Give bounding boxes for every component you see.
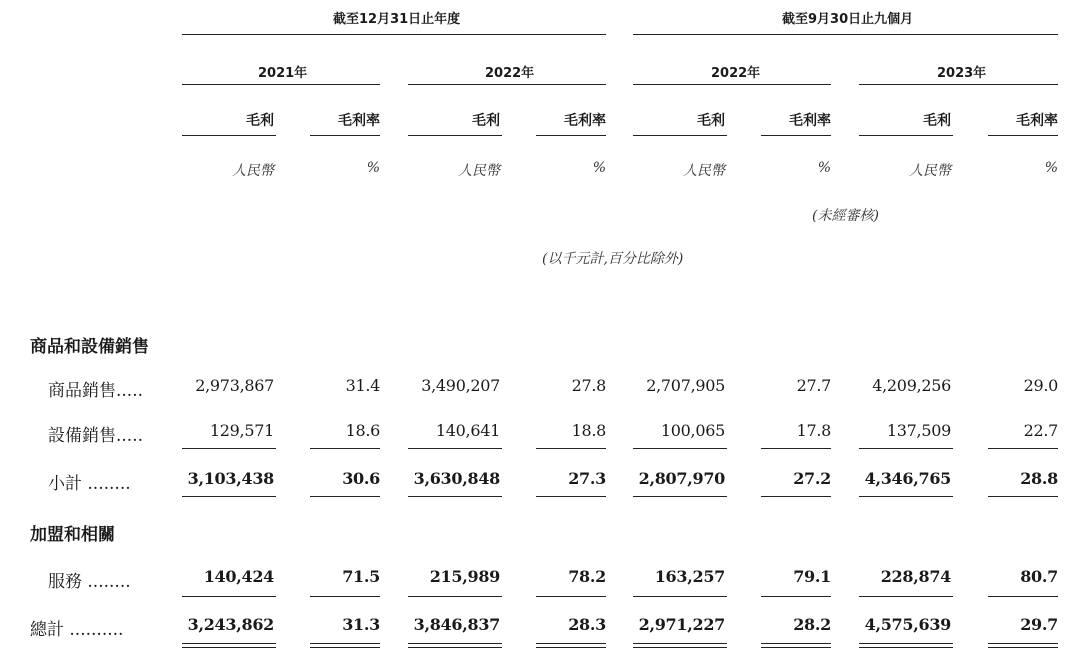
table-cell: 3,103,438 [187,469,274,488]
table-cell: 2,971,227 [638,615,725,634]
row-label-goods-sales: 商品銷售..... [48,381,144,401]
period-fy-rule [182,34,606,35]
unit-pct-3: % [817,160,831,176]
total-rule-3b [761,596,831,597]
table-cell: 27.8 [571,376,606,395]
table-cell: 18.6 [345,421,380,440]
table-cell: 4,575,639 [864,615,951,634]
subtotal-rule-3b [761,448,831,449]
table-cell: 29.7 [1020,615,1058,634]
total-rule-1a [182,596,276,597]
table-cell: 31.3 [342,615,380,634]
table-cell: 4,209,256 [872,376,951,395]
table-cell: 215,989 [429,567,500,586]
col-rule-2b [536,135,606,136]
table-cell: 2,807,970 [638,469,725,488]
subtotal-bottom-rule-1b [310,496,380,497]
total-double-rule-1a [182,643,276,648]
unit-rmb-2: 人民幣 [458,163,500,179]
total-rule-2b [536,596,606,597]
period-9m-header: 截至9月30日止九個月 [782,12,914,27]
table-cell: 3,243,862 [187,615,274,634]
col-gross-margin-2: 毛利率 [564,113,606,129]
row-label-services: 服務 ........ [48,572,131,592]
total-double-rule-2a [408,643,502,648]
row-label-equipment-sales: 設備銷售..... [48,426,144,446]
total-double-rule-4b [988,643,1058,648]
table-cell: 140,424 [203,567,274,586]
col-gross-margin-3: 毛利率 [789,113,831,129]
row-label-total: 總計 .......... [30,620,124,640]
table-cell: 129,571 [209,421,274,440]
col-gross-profit-3: 毛利 [697,113,725,129]
table-cell: 22.7 [1023,421,1058,440]
table-cell: 27.3 [568,469,606,488]
table-cell: 3,846,837 [413,615,500,634]
total-double-rule-4a [859,643,953,648]
year-rule-2021 [182,84,380,85]
subtotal-bottom-rule-2b [536,496,606,497]
table-cell: 30.6 [342,469,380,488]
year-2023-9m: 2023年 [937,66,987,81]
period-fy-header: 截至12月31日止年度 [333,12,461,27]
year-rule-2023-9m [859,84,1058,85]
table-cell: 79.1 [793,567,831,586]
col-rule-4a [859,135,953,136]
total-rule-1b [310,596,380,597]
table-cell: 71.5 [342,567,380,586]
subtotal-rule-4a [859,448,953,449]
year-rule-2022-9m [633,84,831,85]
col-gross-profit-4: 毛利 [923,113,951,129]
col-gross-profit-1: 毛利 [246,113,274,129]
col-gross-profit-2: 毛利 [472,113,500,129]
subtotal-bottom-rule-3a [633,496,727,497]
subtotal-bottom-rule-2a [408,496,502,497]
unit-pct-2: % [592,160,606,176]
subtotal-rule-2b [536,448,606,449]
subtotal-rule-1a [182,448,276,449]
unit-pct-4: % [1044,160,1058,176]
unit-pct-1: % [366,160,380,176]
subtotal-rule-1b [310,448,380,449]
table-cell: 28.3 [568,615,606,634]
total-double-rule-3a [633,643,727,648]
subtotal-rule-4b [988,448,1058,449]
table-cell: 4,346,765 [864,469,951,488]
subtotal-rule-3a [633,448,727,449]
unaudited-note: (未經審核) [812,208,879,224]
total-rule-4a [859,596,953,597]
col-rule-2a [408,135,502,136]
table-cell: 3,630,848 [413,469,500,488]
col-rule-3b [761,135,831,136]
subtotal-rule-2a [408,448,502,449]
total-rule-4b [988,596,1058,597]
section-goods-equipment: 商品和設備銷售 [30,337,149,357]
table-cell: 27.7 [796,376,831,395]
unit-rmb-1: 人民幣 [232,163,274,179]
col-gross-margin-4: 毛利率 [1016,113,1058,129]
table-cell: 100,065 [660,421,725,440]
subtotal-bottom-rule-1a [182,496,276,497]
total-rule-3a [633,596,727,597]
period-9m-rule [633,34,1058,35]
row-label-subtotal: 小計 ........ [48,474,131,494]
subtotal-bottom-rule-4a [859,496,953,497]
year-rule-2022-fy [408,84,606,85]
table-cell: 78.2 [568,567,606,586]
table-cell: 18.8 [571,421,606,440]
subtotal-bottom-rule-3b [761,496,831,497]
year-2022-fy: 2022年 [485,66,535,81]
subtotal-bottom-rule-4b [988,496,1058,497]
table-cell: 2,973,867 [195,376,274,395]
col-rule-3a [633,135,727,136]
table-cell: 31.4 [345,376,380,395]
table-cell: 80.7 [1020,567,1058,586]
col-rule-4b [988,135,1058,136]
table-cell: 228,874 [880,567,951,586]
total-double-rule-1b [310,643,380,648]
total-rule-2a [408,596,502,597]
total-double-rule-2b [536,643,606,648]
unit-rmb-4: 人民幣 [909,163,951,179]
table-cell: 2,707,905 [646,376,725,395]
year-2021: 2021年 [258,66,308,81]
table-cell: 140,641 [435,421,500,440]
year-2022-9m: 2022年 [711,66,761,81]
unit-rmb-3: 人民幣 [683,163,725,179]
col-rule-1a [182,135,276,136]
table-cell: 28.2 [793,615,831,634]
col-gross-margin-1: 毛利率 [338,113,380,129]
table-cell: 3,490,207 [421,376,500,395]
thousands-note: (以千元計,百分比除外) [542,251,684,267]
total-double-rule-3b [761,643,831,648]
table-cell: 28.8 [1020,469,1058,488]
col-rule-1b [310,135,380,136]
table-cell: 17.8 [796,421,831,440]
table-cell: 163,257 [654,567,725,586]
section-franchise: 加盟和相關 [30,525,115,545]
table-cell: 27.2 [793,469,831,488]
table-cell: 137,509 [886,421,951,440]
table-cell: 29.0 [1023,376,1058,395]
